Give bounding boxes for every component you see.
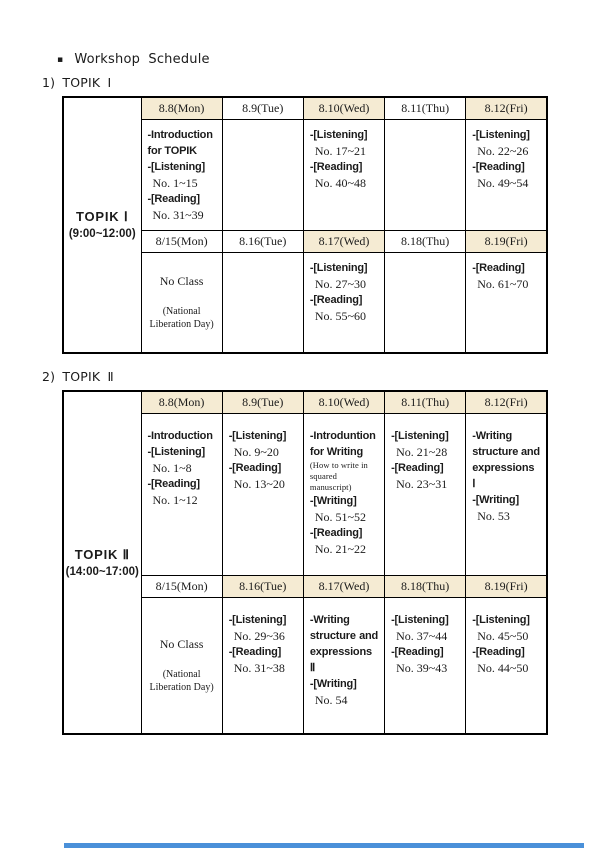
course-name: TOPIK Ⅱ (74, 546, 130, 562)
cell-line: No. 27~30 (314, 276, 367, 291)
day-header: 8.16(Tue) (222, 230, 303, 252)
day-header: 8.17(Wed) (303, 230, 384, 252)
cell-line: -Introduction (147, 429, 213, 442)
schedule-cell (385, 597, 466, 734)
day-header: 8.18(Thu) (385, 575, 466, 597)
cell-line: No. 40~48 (314, 175, 367, 190)
schedule-cell (141, 252, 222, 353)
page-title-text: Workshop Schedule (74, 52, 210, 67)
cell-line: expressions Ⅱ (309, 645, 372, 674)
cell-line: No. 21~22 (314, 541, 367, 556)
day-header: 8.12(Fri) (466, 391, 547, 413)
cell-line: -[Reading] (391, 461, 444, 474)
cell-line: No. 1~15 (152, 175, 198, 190)
cell-line: -[Reading] (472, 160, 525, 173)
cell-line: No. 61~70 (477, 276, 529, 291)
cell-line: No. 22~26 (477, 143, 529, 158)
cell-line: No. 44~50 (477, 660, 529, 675)
schedule-cell (385, 119, 466, 230)
schedule-cell (385, 413, 466, 575)
cell-line: No. 49~54 (477, 175, 529, 190)
topik1-course-label-cell (63, 97, 141, 353)
cell-line: No. 13~20 (233, 476, 285, 491)
schedule-cell (466, 597, 547, 734)
cell-line: No. 29~36 (233, 628, 285, 643)
topik1-schedule-table (62, 96, 548, 354)
cell-line: structure and (309, 629, 379, 642)
cell-line: -Writing (309, 613, 350, 626)
day-header: 8.11(Thu) (385, 391, 466, 413)
section-1-heading: 1) TOPIK Ⅰ (42, 75, 112, 90)
cell-line: -[Reading] (309, 526, 363, 539)
day-header: 8.8(Mon) (141, 97, 222, 119)
cell-line: for Writing (309, 445, 364, 458)
cell-line: -Introduntion (309, 429, 376, 442)
schedule-cell (385, 252, 466, 353)
cell-line: No. 1~12 (152, 492, 198, 507)
course-time: (9:00~12:00) (68, 228, 136, 240)
cell-line: No. 39~43 (396, 660, 448, 675)
schedule-cell (303, 119, 384, 230)
schedule-cell (222, 597, 303, 734)
cell-line: -[Listening] (228, 613, 287, 626)
schedule-cell (222, 413, 303, 575)
day-header: 8.10(Wed) (303, 97, 384, 119)
holiday-note: (National Liberation Day) (149, 305, 214, 330)
cell-line: -Writing (472, 429, 512, 442)
cell-line: -[Reading] (472, 261, 525, 274)
day-header: 8/15(Mon) (141, 230, 222, 252)
schedule-cell (222, 252, 303, 353)
cell-line: No. 31~38 (233, 660, 285, 675)
cell-line: -[Listening] (472, 128, 530, 141)
cell-line: -[Listening] (309, 128, 368, 141)
cell-line: -[Reading] (228, 645, 282, 658)
page-title (57, 52, 210, 67)
course-time: (14:00~17:00) (65, 565, 139, 578)
cell-line: No. 17~21 (314, 143, 367, 158)
cell-line: -[Reading] (228, 461, 282, 474)
cell-line: (How to write in (309, 459, 368, 470)
cell-line: structure and (472, 445, 540, 458)
cell-line: -[Reading] (472, 645, 525, 658)
course-name: TOPIK Ⅰ (75, 209, 129, 224)
cell-line: No. 45~50 (477, 628, 529, 643)
cell-line: -[Reading] (391, 645, 444, 658)
cell-line: No. 54 (314, 692, 348, 707)
bottom-blue-bar (64, 843, 584, 848)
cell-line: squared (309, 470, 338, 481)
no-class-text: No Class (159, 636, 204, 651)
cell-line: manuscript) (309, 481, 352, 492)
cell-line: -[Writing] (309, 494, 357, 507)
cell-line: -[Reading] (147, 192, 200, 205)
topik2-schedule-table (62, 390, 548, 735)
cell-line: -[Listening] (228, 429, 287, 442)
day-header: 8.17(Wed) (303, 575, 384, 597)
no-class-text: No Class (159, 273, 204, 288)
day-header: 8.18(Thu) (385, 230, 466, 252)
schedule-cell (303, 413, 384, 575)
day-header: 8/15(Mon) (141, 575, 222, 597)
cell-line: -[Listening] (472, 613, 530, 626)
cell-line: No. 1~8 (152, 460, 192, 475)
schedule-cell (141, 413, 222, 575)
day-header: 8.12(Fri) (466, 97, 547, 119)
cell-line: for TOPIK (147, 144, 197, 157)
cell-line: No. 51~52 (314, 509, 367, 524)
cell-line: No. 21~28 (396, 444, 448, 459)
cell-line: -[Reading] (309, 293, 363, 306)
day-header: 8.9(Tue) (222, 391, 303, 413)
day-header: 8.11(Thu) (385, 97, 466, 119)
cell-line: -Introduction (147, 128, 213, 141)
day-header: 8.10(Wed) (303, 391, 384, 413)
schedule-cell (466, 252, 547, 353)
cell-line: -[Listening] (391, 613, 449, 626)
cell-line: expressions Ⅰ (472, 461, 535, 490)
cell-line: -[Listening] (391, 429, 449, 442)
schedule-cell (303, 597, 384, 734)
schedule-cell (303, 252, 384, 353)
cell-line: -[Listening] (147, 445, 205, 458)
cell-line: No. 37~44 (396, 628, 448, 643)
day-header: 8.19(Fri) (466, 575, 547, 597)
day-header: 8.8(Mon) (141, 391, 222, 413)
cell-line: -[Reading] (309, 160, 363, 173)
day-header: 8.16(Tue) (222, 575, 303, 597)
cell-line: No. 23~31 (396, 476, 448, 491)
schedule-cell (222, 119, 303, 230)
holiday-note: (National Liberation Day) (149, 668, 214, 693)
schedule-cell (141, 119, 222, 230)
schedule-cell (466, 119, 547, 230)
day-header: 8.9(Tue) (222, 97, 303, 119)
cell-line: No. 31~39 (152, 207, 204, 222)
schedule-cell (141, 597, 222, 734)
section-2-heading: 2) TOPIK Ⅱ (42, 369, 114, 384)
square-bullet-icon: ▪ (57, 55, 64, 65)
cell-line: -[Listening] (309, 261, 368, 274)
topik2-course-label-cell (63, 391, 141, 734)
cell-line: No. 53 (477, 508, 510, 523)
cell-line: No. 55~60 (314, 308, 367, 323)
cell-line: No. 9~20 (233, 444, 279, 459)
cell-line: -[Listening] (147, 160, 205, 173)
day-header: 8.19(Fri) (466, 230, 547, 252)
cell-line: -[Reading] (147, 477, 200, 490)
cell-line: -[Writing] (309, 677, 357, 690)
cell-line: -[Writing] (472, 493, 519, 506)
schedule-cell (466, 413, 547, 575)
